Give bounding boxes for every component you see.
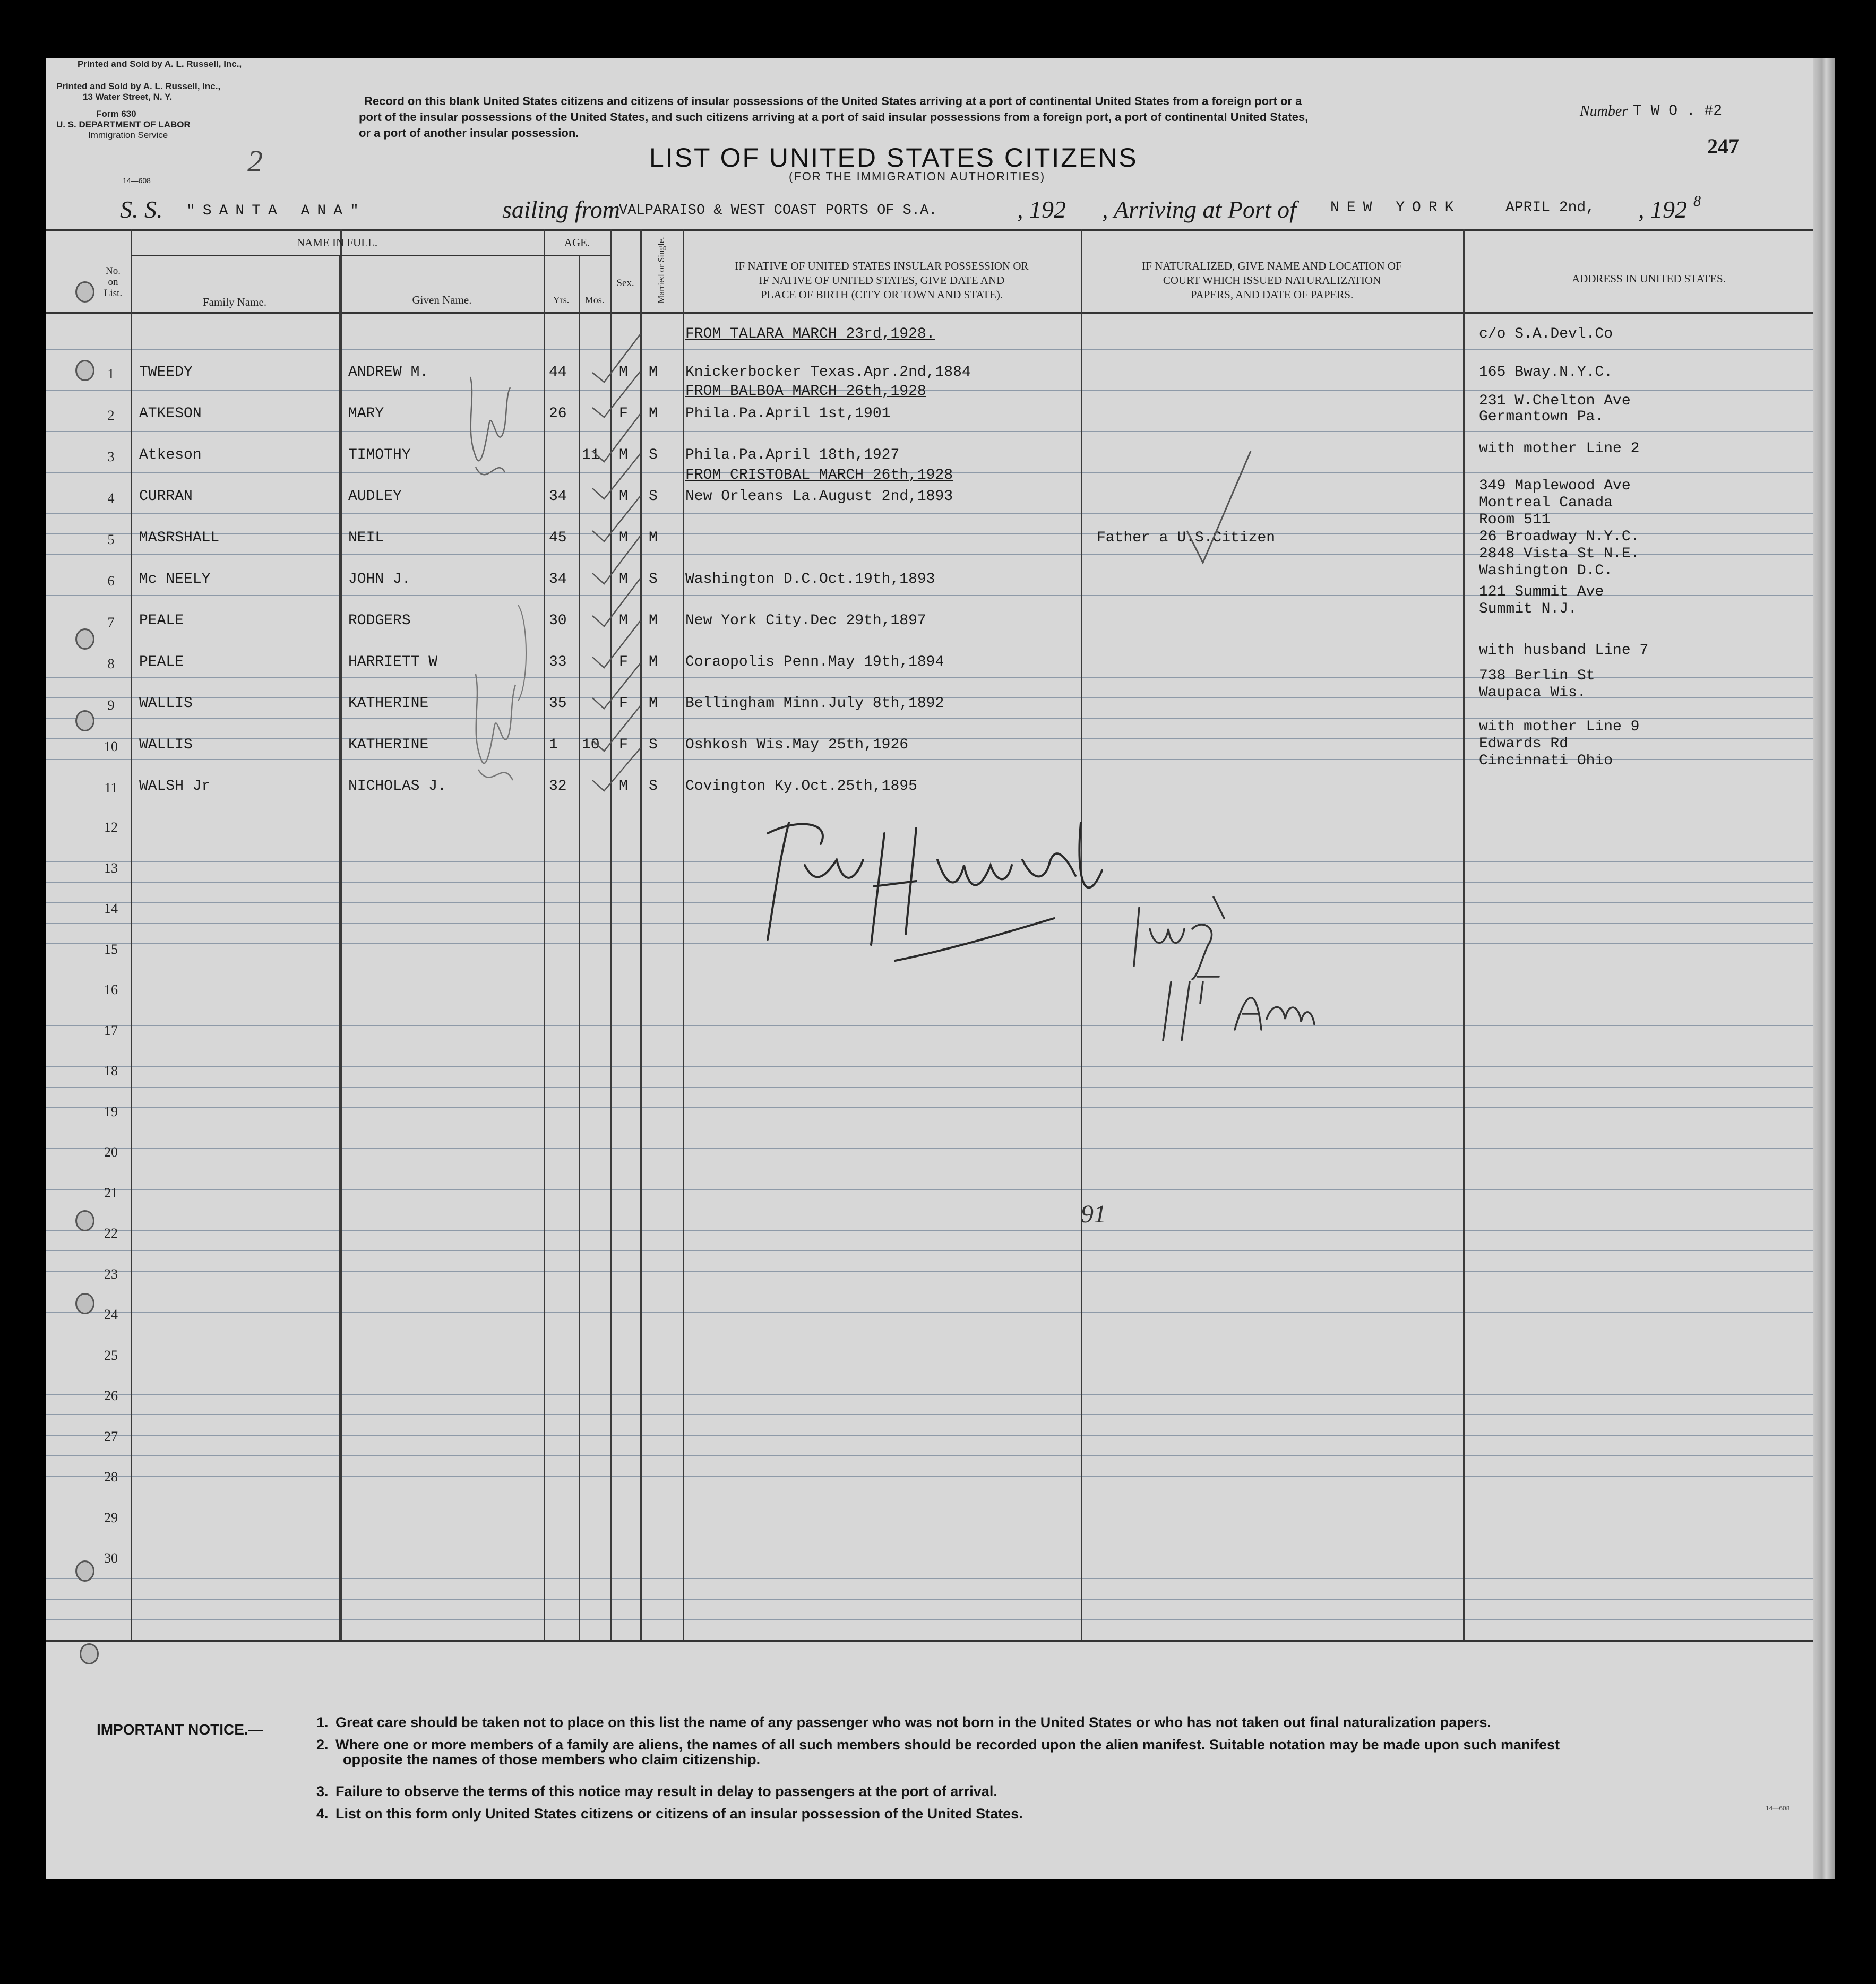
department-name: U. S. DEPARTMENT OF LABOR xyxy=(56,119,191,130)
ruled-line xyxy=(46,431,1835,432)
col-divider xyxy=(340,229,342,1640)
marital-status: M xyxy=(649,654,658,670)
ruled-line xyxy=(46,1107,1835,1108)
address-line: Summit N.J. xyxy=(1479,601,1577,617)
ruled-line xyxy=(46,1394,1835,1395)
address-line: 165 Bway.N.Y.C. xyxy=(1479,364,1613,381)
notice-item-text: opposite the names of those members who claim citizenship. xyxy=(343,1752,761,1767)
notice-number: 1. xyxy=(316,1714,329,1730)
row-number: 11 xyxy=(104,780,118,796)
birth-place-date: Bellingham Minn.July 8th,1892 xyxy=(685,695,944,712)
address-line: Washington D.C. xyxy=(1479,563,1613,579)
row-number: 17 xyxy=(104,1022,118,1038)
table-bottom-border xyxy=(46,1640,1835,1642)
header-age: AGE. xyxy=(564,236,590,249)
row-number: 2 xyxy=(107,408,115,423)
arrival-port: NEW YORK xyxy=(1330,200,1461,216)
address-line: Germantown Pa. xyxy=(1479,409,1604,425)
given-name: JOHN J. xyxy=(348,571,411,588)
address-line: with mother Line 9 xyxy=(1479,719,1640,735)
handwritten-note-1 xyxy=(460,366,518,494)
sex: F xyxy=(619,654,628,670)
given-name: ANDREW M. xyxy=(348,364,429,381)
given-name: KATHERINE xyxy=(348,737,429,753)
printer-line: Printed and Sold by A. L. Russell, Inc., xyxy=(78,59,242,69)
intro-line-3: or a port of another insular possession. xyxy=(359,126,579,140)
sex: M xyxy=(619,447,628,463)
notice-item-text: Where one or more members of a family are aliens, the names of all such members should be recorded upon the alien manifest. Suitable notation may be made upon such manifest xyxy=(335,1737,1560,1753)
col-divider xyxy=(1463,229,1465,1640)
header-naturalization: IF NATURALIZED, GIVE NAME AND LOCATION OF COURT WHICH ISSUED NATURALIZATION PAPERS, AND DATE OF PAPERS. xyxy=(1142,260,1402,301)
header-months: Mos. xyxy=(584,295,605,305)
marital-status: S xyxy=(649,778,658,795)
arrival-date: APRIL 2nd, xyxy=(1505,200,1595,216)
row-number: 20 xyxy=(104,1144,118,1160)
given-name: NEIL xyxy=(348,530,384,546)
handwritten-note-number: 91 xyxy=(1081,1200,1106,1228)
notice-item-text: List on this form only United States citizens or citizens of an insular possession of the United States. xyxy=(335,1806,1023,1822)
ruled-line xyxy=(46,1250,1835,1251)
age-years: 30 xyxy=(549,613,567,629)
ruled-line xyxy=(46,1578,1835,1579)
given-name: HARRIETT W xyxy=(348,654,438,670)
sex: M xyxy=(619,488,628,505)
ruled-line xyxy=(46,1025,1835,1026)
binder-hole xyxy=(80,1643,99,1664)
address-line: 231 W.Chelton Ave xyxy=(1479,393,1631,409)
birth-place-date: Phila.Pa.April 18th,1927 xyxy=(685,447,900,463)
row-number: 4 xyxy=(107,490,115,506)
row-number: 6 xyxy=(107,573,115,589)
naturalization-info: Father a U.S.Citizen xyxy=(1097,530,1276,546)
row-number: 10 xyxy=(104,739,118,754)
marital-status: S xyxy=(649,488,658,505)
sex: M xyxy=(619,530,628,546)
binder-hole xyxy=(75,281,94,303)
arriving-label: , Arriving at Port of xyxy=(1102,196,1296,223)
row-number: 30 xyxy=(104,1550,118,1566)
row-number: 1 xyxy=(107,366,115,382)
ruled-line xyxy=(46,1189,1835,1190)
inspector-signature xyxy=(757,801,1129,1014)
notice-number: 3. xyxy=(316,1783,329,1799)
birth-place-date: Covington Ky.Oct.25th,1895 xyxy=(685,778,917,795)
ruled-line xyxy=(46,1066,1835,1067)
sex: M xyxy=(619,364,628,381)
age-years: 26 xyxy=(549,406,567,422)
table-top-border xyxy=(46,229,1835,231)
marital-status: M xyxy=(649,695,658,712)
ruled-line xyxy=(46,1435,1835,1436)
sex: F xyxy=(619,406,628,422)
birth-place-date: New Orleans La.August 2nd,1893 xyxy=(685,488,953,505)
binder-hole xyxy=(75,1560,94,1582)
age-subheader-line xyxy=(544,255,610,256)
family-name: ATKESON xyxy=(139,406,202,422)
sailing-from-label: sailing from xyxy=(502,196,620,223)
address-line: 349 Maplewood Ave xyxy=(1479,478,1631,494)
address-line: 738 Berlin St xyxy=(1479,668,1595,684)
page-title: LIST OF UNITED STATES CITIZENS xyxy=(649,143,1138,172)
col-divider xyxy=(339,255,340,1640)
row-number: 3 xyxy=(107,449,115,464)
intro-line-2: port of the insular possessions of the United States, and such citizens arriving at a port of said insular possessions from a foreign port, a port of continental United States, xyxy=(359,110,1309,124)
name-subheader-line xyxy=(131,255,544,256)
family-name: WALSH Jr xyxy=(139,778,211,795)
age-years: 45 xyxy=(549,530,567,546)
binder-hole xyxy=(75,1293,94,1314)
row-number: 23 xyxy=(104,1266,118,1282)
row-number: 9 xyxy=(107,697,115,713)
service-name: Immigration Service xyxy=(88,130,168,140)
footer-code: 14—608 xyxy=(1766,1805,1790,1812)
header-no: No. on List. xyxy=(104,265,123,299)
ruled-line xyxy=(46,1312,1835,1313)
row-number: 19 xyxy=(104,1103,118,1119)
row-number: 18 xyxy=(104,1063,118,1079)
given-name: TIMOTHY xyxy=(348,447,411,463)
sailing-year: , 192 xyxy=(1017,196,1066,223)
ruled-line xyxy=(46,1476,1835,1477)
binder-hole xyxy=(75,360,94,381)
header-address: ADDRESS IN UNITED STATES. xyxy=(1572,272,1726,285)
birth-place-date: New York City.Dec 29th,1897 xyxy=(685,613,926,629)
header-given-name: Given Name. xyxy=(412,294,472,306)
marital-status: M xyxy=(649,364,658,381)
row-number: 21 xyxy=(104,1185,118,1201)
given-name: KATHERINE xyxy=(348,695,429,712)
notice-item-text: Great care should be taken not to place on this list the name of any passenger who was not born in the United States or who has not taken out final naturalization papers. xyxy=(335,1714,1491,1730)
sex: M xyxy=(619,571,628,588)
address-line: Waupaca Wis. xyxy=(1479,685,1586,701)
marital-status: S xyxy=(649,447,658,463)
printer-credit: Printed and Sold by A. L. Russell, Inc., xyxy=(56,81,221,91)
binder-hole xyxy=(75,1210,94,1231)
page-subtitle: (FOR THE IMMIGRATION AUTHORITIES) xyxy=(789,170,1046,183)
col-divider xyxy=(544,229,545,1640)
bracket-mark xyxy=(513,600,534,706)
address-line: with mother Line 2 xyxy=(1479,441,1640,457)
family-name: WALLIS xyxy=(139,695,193,712)
ruled-line xyxy=(46,390,1835,391)
header-name-in-full: NAME IN FULL. xyxy=(296,236,378,249)
ruled-line xyxy=(46,1087,1835,1088)
age-months: 10 xyxy=(582,737,600,753)
address-line: Edwards Rd xyxy=(1479,736,1569,752)
header-married-single: Married or Single. xyxy=(656,237,666,304)
row-number: 29 xyxy=(104,1509,118,1525)
ship-name: "SANTA ANA" xyxy=(186,203,366,219)
binder-hole xyxy=(75,710,94,731)
ss-label: S. S. xyxy=(120,196,163,223)
family-name: PEALE xyxy=(139,613,184,629)
address-line: Montreal Canada xyxy=(1479,495,1613,511)
page-edge-stack xyxy=(1813,58,1835,1879)
family-name: MASRSHALL xyxy=(139,530,220,546)
header-native-birthplace: IF NATIVE OF UNITED STATES INSULAR POSSESSION OR IF NATIVE OF UNITED STATES, GIVE DATE AND PLACE OF BIRTH (CITY OR TOWN AND STATE). xyxy=(735,260,1029,301)
family-name: PEALE xyxy=(139,654,184,670)
row-number: 5 xyxy=(107,532,115,547)
ruled-line xyxy=(46,1619,1835,1620)
section-label-balboa: FROM BALBOA MARCH 26th,1928 xyxy=(685,383,926,400)
age-years: 1 xyxy=(549,737,558,753)
family-name: WALLIS xyxy=(139,737,193,753)
col-divider xyxy=(683,229,684,1640)
marital-status: M xyxy=(649,406,658,422)
row-number: 15 xyxy=(104,941,118,957)
row-number: 7 xyxy=(107,615,115,630)
marital-status: S xyxy=(649,737,658,753)
row-number: 13 xyxy=(104,860,118,876)
ruled-line xyxy=(46,1599,1835,1600)
birth-place-date: Knickerbocker Texas.Apr.2nd,1884 xyxy=(685,364,971,381)
age-months: 11 xyxy=(582,447,600,463)
address-line: with husband Line 7 xyxy=(1479,642,1649,659)
ruled-line xyxy=(46,1148,1835,1149)
marital-status: M xyxy=(649,613,658,629)
birth-place-date: Oshkosh Wis.May 25th,1926 xyxy=(685,737,909,753)
given-name: AUDLEY xyxy=(348,488,402,505)
sex: F xyxy=(619,695,628,712)
birth-place-date: Coraopolis Penn.May 19th,1894 xyxy=(685,654,944,670)
given-name: RODGERS xyxy=(348,613,411,629)
naturalization-checkmark xyxy=(1182,441,1256,579)
number-label: Number xyxy=(1580,103,1628,119)
row-number: 26 xyxy=(104,1388,118,1403)
notice-item-text: Failure to observe the terms of this notice may result in delay to passengers at the port of arrival. xyxy=(335,1783,997,1799)
header-family-name: Family Name. xyxy=(202,296,267,308)
address-line: Room 511 xyxy=(1479,512,1551,528)
family-name: TWEEDY xyxy=(139,364,193,381)
marital-status: S xyxy=(649,571,658,588)
family-name: Mc NEELY xyxy=(139,571,211,588)
section-label-cristobal: FROM CRISTOBAL MARCH 26th,1928 xyxy=(685,467,953,484)
row-number: 12 xyxy=(104,820,118,835)
row-number: 22 xyxy=(104,1226,118,1241)
sex: M xyxy=(619,778,628,795)
ruled-line xyxy=(46,349,1835,350)
arrival-year: , 192 xyxy=(1638,196,1687,223)
address-line: Cincinnati Ohio xyxy=(1479,753,1613,769)
arrival-time-handwritten xyxy=(1150,961,1320,1056)
row-number: 8 xyxy=(107,656,115,671)
printer-address: 13 Water Street, N. Y. xyxy=(83,92,173,102)
page-number: 247 xyxy=(1707,134,1739,158)
given-name: NICHOLAS J. xyxy=(348,778,446,795)
intro-line-1: Record on this blank United States citizens and citizens of insular possessions of the United States arriving at a port of continental United States from a foreign port or a xyxy=(364,94,1302,108)
notice-number: 2. xyxy=(316,1737,329,1753)
notice-number: 4. xyxy=(316,1806,329,1822)
notice-heading: IMPORTANT NOTICE.— xyxy=(97,1721,263,1738)
manifest-page xyxy=(46,58,1835,1879)
row-number: 14 xyxy=(104,901,118,916)
birth-place-date: Washington D.C.Oct.19th,1893 xyxy=(685,571,935,588)
marital-status: M xyxy=(649,530,658,546)
form-number: Form 630 xyxy=(96,109,136,119)
row-number: 16 xyxy=(104,982,118,997)
address-line: 2848 Vista St N.E. xyxy=(1479,546,1640,562)
sex: F xyxy=(619,737,628,753)
age-years: 44 xyxy=(549,364,567,381)
sex: M xyxy=(619,613,628,629)
departure-port: VALPARAISO & WEST COAST PORTS OF S.A. xyxy=(619,203,937,219)
ruled-line xyxy=(46,1271,1835,1272)
family-name: CURRAN xyxy=(139,488,193,505)
section-label-talara: FROM TALARA MARCH 23rd,1928. xyxy=(685,326,935,342)
age-years: 32 xyxy=(549,778,567,795)
table-header-border xyxy=(46,312,1835,314)
binder-hole xyxy=(75,628,94,650)
row-number: 25 xyxy=(104,1347,118,1363)
handwritten-mark: 2 xyxy=(247,144,263,178)
header-years: Yrs. xyxy=(553,295,570,305)
ruled-line xyxy=(46,1414,1835,1415)
form-code: 14—608 xyxy=(123,176,151,185)
ruled-line xyxy=(46,1455,1835,1456)
row-number: 27 xyxy=(104,1428,118,1444)
age-years: 35 xyxy=(549,695,567,712)
age-years: 34 xyxy=(549,488,567,505)
given-name: MARY xyxy=(348,406,384,422)
address-line: 121 Summit Ave xyxy=(1479,584,1604,600)
row-number: 28 xyxy=(104,1469,118,1485)
ruled-line xyxy=(46,1230,1835,1231)
checkmark-column xyxy=(576,313,683,855)
header-sex: Sex. xyxy=(616,278,634,289)
row-number: 24 xyxy=(104,1307,118,1322)
col-divider xyxy=(131,229,132,1640)
address-line: c/o S.A.Devl.Co xyxy=(1479,326,1613,342)
ruled-line xyxy=(46,513,1835,514)
birth-place-date: Phila.Pa.April 1st,1901 xyxy=(685,406,891,422)
arrival-year-digit: 8 xyxy=(1693,193,1701,210)
family-name: Atkeson xyxy=(139,447,202,463)
number-value: T W O . #2 xyxy=(1633,103,1723,119)
age-years: 33 xyxy=(549,654,567,670)
address-line: 26 Broadway N.Y.C. xyxy=(1479,529,1640,545)
age-years: 34 xyxy=(549,571,567,588)
